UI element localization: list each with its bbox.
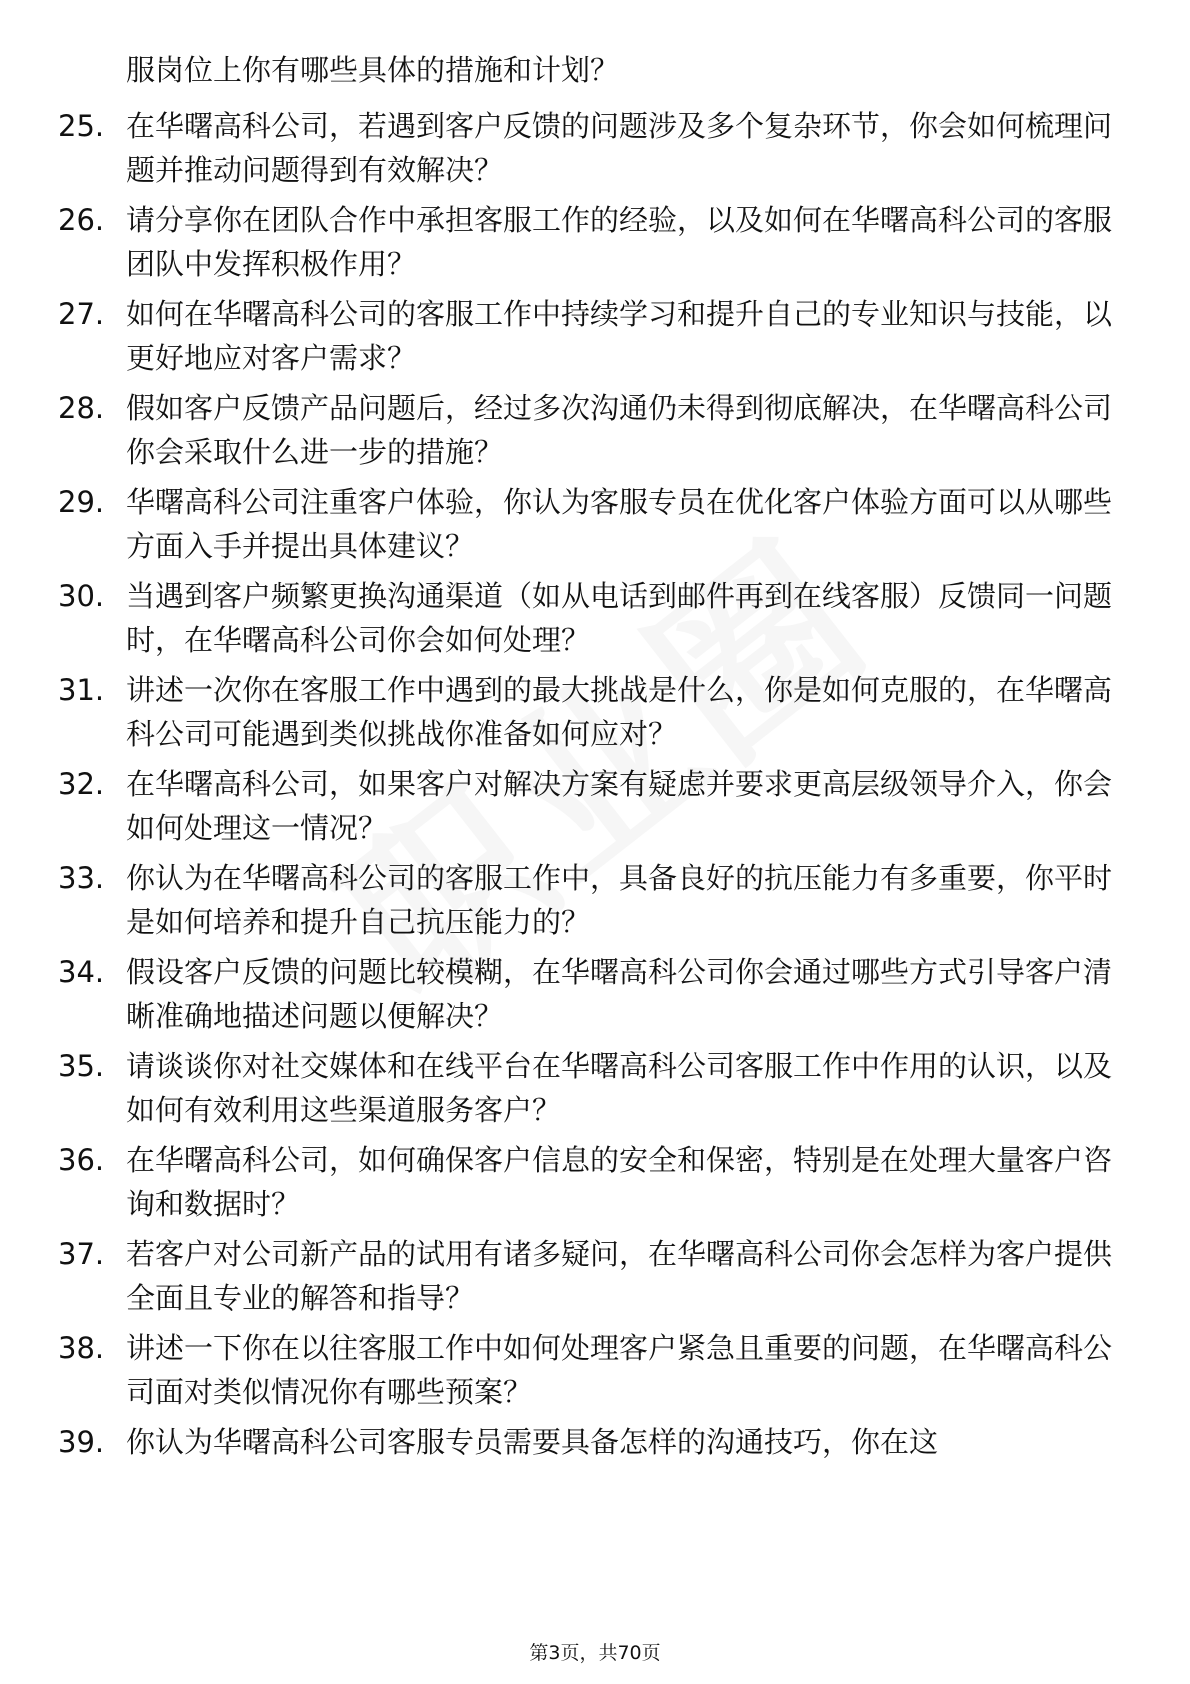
item-text: 你认为华曙高科公司客服专员需要具备怎样的沟通技巧，你在这: [126, 1425, 939, 1459]
item-text: 假如客户反馈产品问题后，经过多次沟通仍未得到彻底解决，在华曙高科公司你会采取什么进一步的措施？: [126, 391, 1113, 469]
list-item: [58, 1420, 1118, 1464]
item-number: 36.: [58, 1143, 105, 1177]
list-item: [58, 104, 1118, 192]
item-text: 当遇到客户频繁更换沟通渠道（如从电话到邮件再到在线客服）反馈同一问题时，在华曙高科公司你会如何处理？: [126, 579, 1113, 657]
item-number: 37.: [58, 1237, 105, 1271]
item-number: 30.: [58, 579, 105, 613]
item-number: 33.: [58, 861, 105, 895]
continuation-text: 服岗位上你有哪些具体的措施和计划？: [126, 53, 620, 87]
item-text: 讲述一下你在以往客服工作中如何处理客户紧急且重要的问题，在华曙高科公司面对类似情况你有哪些预案？: [126, 1331, 1113, 1409]
item-text: 讲述一次你在客服工作中遇到的最大挑战是什么，你是如何克服的，在华曙高科公司可能遇到类似挑战你准备如何应对？: [126, 673, 1113, 751]
list-item: [58, 1138, 1118, 1226]
item-number: 34.: [58, 955, 105, 989]
item-text: 在华曙高科公司，如何确保客户信息的安全和保密，特别是在处理大量客户咨询和数据时？: [126, 1143, 1113, 1221]
list-item: [58, 480, 1118, 568]
list-item: [58, 292, 1118, 380]
list-item: [58, 1232, 1118, 1320]
item-number: 39.: [58, 1425, 105, 1459]
item-number: 31.: [58, 673, 105, 707]
item-text: 在华曙高科公司，如果客户对解决方案有疑虑并要求更高层级领导介入，你会如何处理这一情况？: [126, 767, 1113, 845]
item-number: 32.: [58, 767, 105, 801]
list-item: [58, 950, 1118, 1038]
item-text: 假设客户反馈的问题比较模糊，在华曙高科公司你会通过哪些方式引导客户清晰准确地描述问题以便解决？: [126, 955, 1113, 1033]
list-item: [58, 198, 1118, 286]
list-item: [58, 668, 1118, 756]
item-text: 如何在华曙高科公司的客服工作中持续学习和提升自己的专业知识与技能，以更好地应对客户需求？: [126, 297, 1113, 375]
item-text: 你认为在华曙高科公司的客服工作中，具备良好的抗压能力有多重要，你平时是如何培养和提升自己抗压能力的？: [126, 861, 1113, 939]
item-number: 38.: [58, 1331, 105, 1365]
item-number: 35.: [58, 1049, 105, 1083]
page-footer: 第3页，共70页: [529, 1642, 661, 1664]
item-number: 28.: [58, 391, 105, 425]
item-text: 请谈谈你对社交媒体和在线平台在华曙高科公司客服工作中作用的认识，以及如何有效利用这些渠道服务客户？: [126, 1049, 1113, 1127]
item-text: 华曙高科公司注重客户体验，你认为客服专员在优化客户体验方面可以从哪些方面入手并提出具体建议？: [126, 485, 1113, 563]
item-number: 27.: [58, 297, 105, 331]
list-item: [58, 1326, 1118, 1414]
list-item: [58, 762, 1118, 850]
list-item: [58, 386, 1118, 474]
continuation-paragraph: [58, 48, 1118, 92]
item-number: 29.: [58, 485, 105, 519]
item-text: 在华曙高科公司，若遇到客户反馈的问题涉及多个复杂环节，你会如何梳理问题并推动问题得到有效解决？: [126, 109, 1113, 187]
list-item: [58, 856, 1118, 944]
item-number: 26.: [58, 203, 105, 237]
item-number: 25.: [58, 109, 105, 143]
item-text: 请分享你在团队合作中承担客服工作的经验，以及如何在华曙高科公司的客服团队中发挥积极作用？: [126, 203, 1113, 281]
list-item: [58, 1044, 1118, 1132]
item-text: 若客户对公司新产品的试用有诸多疑问，在华曙高科公司你会怎样为客户提供全面且专业的解答和指导？: [126, 1237, 1113, 1315]
list-item: [58, 574, 1118, 662]
